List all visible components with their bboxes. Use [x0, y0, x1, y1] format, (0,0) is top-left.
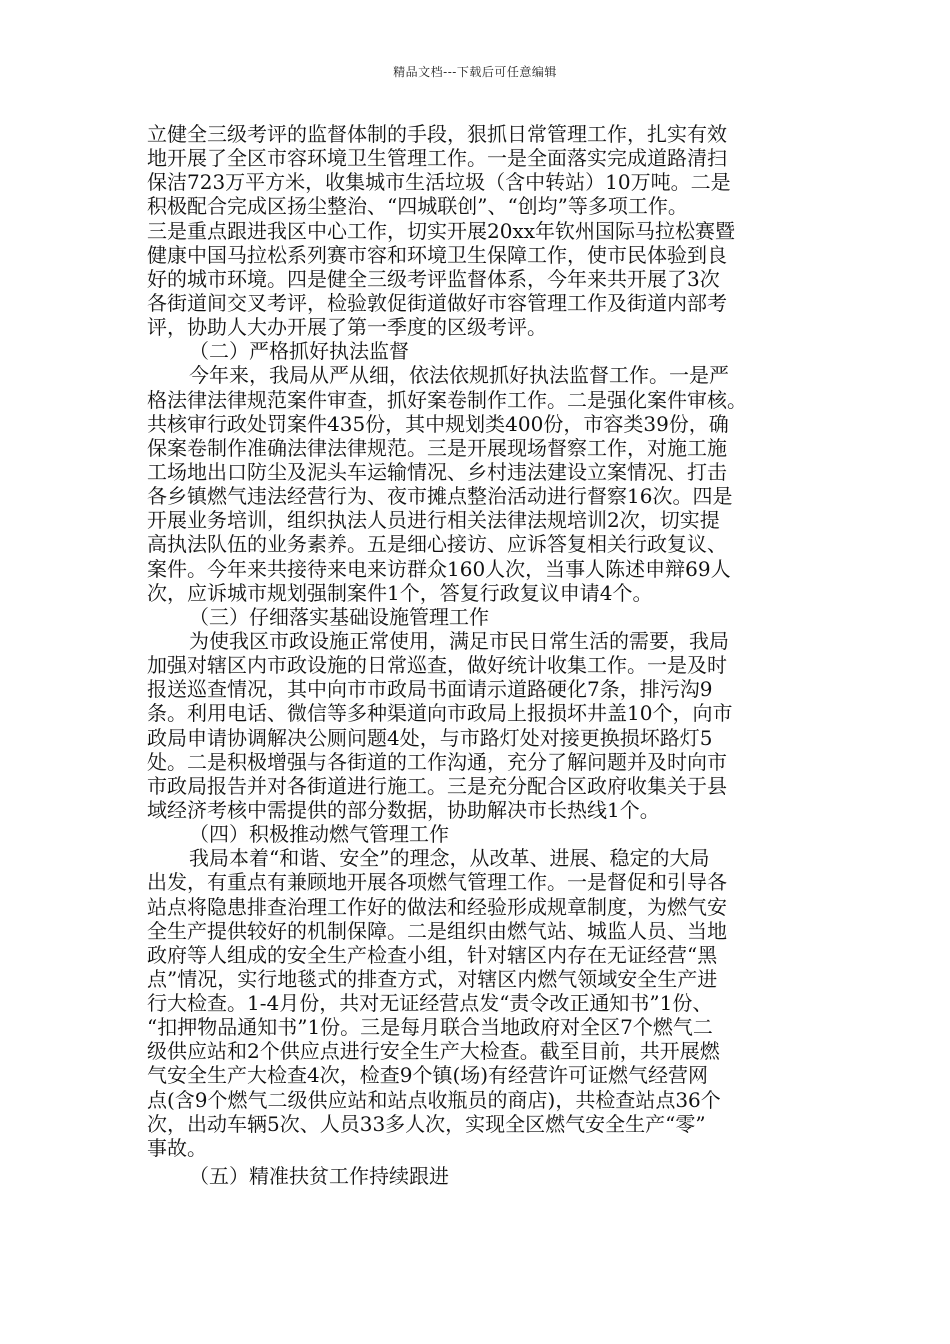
text-line: 保洁723万平方米，收集城市生活垃圾（含中转站）10万吨。二是 — [147, 170, 731, 195]
text-line: 点”情况，实行地毯式的排查方式，对辖区内燃气领域安全生产进 — [147, 966, 718, 991]
text-line: 加强对辖区内市政设施的日常巡查，做好统计收集工作。一是及时 — [147, 653, 727, 678]
text-line: 保案卷制作准确法律法律规范。三是开展现场督察工作，对施工施 — [147, 435, 727, 460]
section-heading: （五）精准扶贫工作持续跟进 — [189, 1164, 449, 1189]
text-line: 市政局报告并对各街道进行施工。三是充分配合区政府收集关于县 — [147, 773, 727, 798]
text-line: 站点将隐患排查治理工作好的做法和经验形成规章制度，为燃气安 — [147, 894, 727, 919]
section-heading: （二）严格抓好执法监督 — [189, 339, 409, 364]
text-line: 政府等人组成的安全生产检查小组，针对辖区内存在无证经营“黑 — [147, 942, 718, 967]
document-body — [147, 122, 807, 1188]
text-line: 气安全生产大检查4次，检查9个镇(场)有经营许可证燃气经营网 — [147, 1063, 709, 1088]
text-line: 好的城市环境。四是健全三级考评监督体系，今年来共开展了3次 — [147, 266, 720, 291]
paragraph-first-line: 我局本着“和谐、安全”的理念，从改革、进展、稳定的大局 — [189, 846, 710, 871]
text-line: 级供应站和2个供应点进行安全生产大检查。截至目前，共开展燃 — [147, 1039, 720, 1064]
text-line: 工场地出口防尘及泥头车运输情况、乡村违法建设立案情况、打击 — [147, 459, 727, 484]
text-line: 高执法队伍的业务素养。五是细心接访、应诉答复相关行政复议、 — [147, 532, 727, 557]
text-line: 三是重点跟进我区中心工作，切实开展20xx年钦州国际马拉松赛暨 — [147, 218, 736, 243]
text-line: 行大检查。1-4月份，共对无证经营点发“责令改正通知书”1份、 — [147, 991, 713, 1016]
section-heading: （四）积极推动燃气管理工作 — [189, 822, 449, 847]
section-heading: （三）仔细落实基础设施管理工作 — [189, 604, 489, 629]
page-header: 精品文档---下载后可任意编辑 — [393, 65, 557, 79]
text-line: 处。二是积极增强与各街道的工作沟通，充分了解问题并及时向市 — [147, 749, 727, 774]
text-line: 次，出动车辆5次、人员33多人次，实现全区燃气安全生产“零” — [147, 1111, 706, 1136]
text-line: 各街道间交叉考评，检验敦促街道做好市容管理工作及街道内部考 — [147, 290, 727, 315]
text-line: 共核审行政处罚案件435份，其中规划类400份，市容类39份，确 — [147, 411, 729, 436]
paragraph-first-line: 今年来，我局从严从细，依法依规抓好执法监督工作。一是严 — [189, 363, 729, 388]
text-line: “扣押物品通知书”1份。三是每月联合当地政府对全区7个燃气二 — [147, 1015, 713, 1040]
text-line: 全生产提供较好的机制保障。二是组织由燃气站、城监人员、当地 — [147, 918, 727, 943]
text-line: 格法律法律规范案件审查，抓好案卷制作工作。二是强化案件审核。 — [147, 387, 747, 412]
paragraph-first-line: 为使我区市政设施正常使用，满足市民日常生活的需要，我局 — [189, 628, 729, 653]
text-line: 积极配合完成区扬尘整治、“四城联创”、“创均”等多项工作。 — [147, 194, 688, 219]
text-line: 条。利用电话、微信等多种渠道向市政局上报损坏井盖10个，向市 — [147, 701, 733, 726]
text-line: 评，协助人大办开展了第一季度的区级考评。 — [147, 315, 547, 340]
text-line: 开展业务培训，组织执法人员进行相关法律法规培训2次，切实提 — [147, 508, 720, 533]
text-line: 地开展了全区市容环境卫生管理工作。一是全面落实完成道路清扫 — [147, 146, 727, 171]
text-line: 政局申请协调解决公厕问题4处，与市路灯处对接更换损坏路灯5 — [147, 725, 713, 750]
text-line: 域经济考核中需提供的部分数据，协助解决市长热线1个。 — [147, 797, 660, 822]
text-line: 报送巡查情况，其中向市市政局书面请示道路硬化7条，排污沟9 — [147, 677, 713, 702]
text-line: 健康中国马拉松系列赛市容和环境卫生保障工作，使市民体验到良 — [147, 242, 727, 267]
text-line: 事故。 — [147, 1135, 207, 1160]
text-line: 次，应诉城市规划强制案件1个，答复行政复议申请4个。 — [147, 580, 653, 605]
text-line: 点(含9个燃气二级供应站和站点收瓶员的商店)，共检查站点36个 — [147, 1087, 721, 1112]
text-line: 出发，有重点有兼顾地开展各项燃气管理工作。一是督促和引导各 — [147, 870, 727, 895]
text-line: 案件。今年来共接待来电来访群众160人次，当事人陈述申辩69人 — [147, 556, 731, 581]
text-line: 立健全三级考评的监督体制的手段，狠抓日常管理工作，扎实有效 — [147, 122, 727, 146]
text-line: 各乡镇燃气违法经营行为、夜市摊点整治活动进行督察16次。四是 — [147, 484, 733, 509]
